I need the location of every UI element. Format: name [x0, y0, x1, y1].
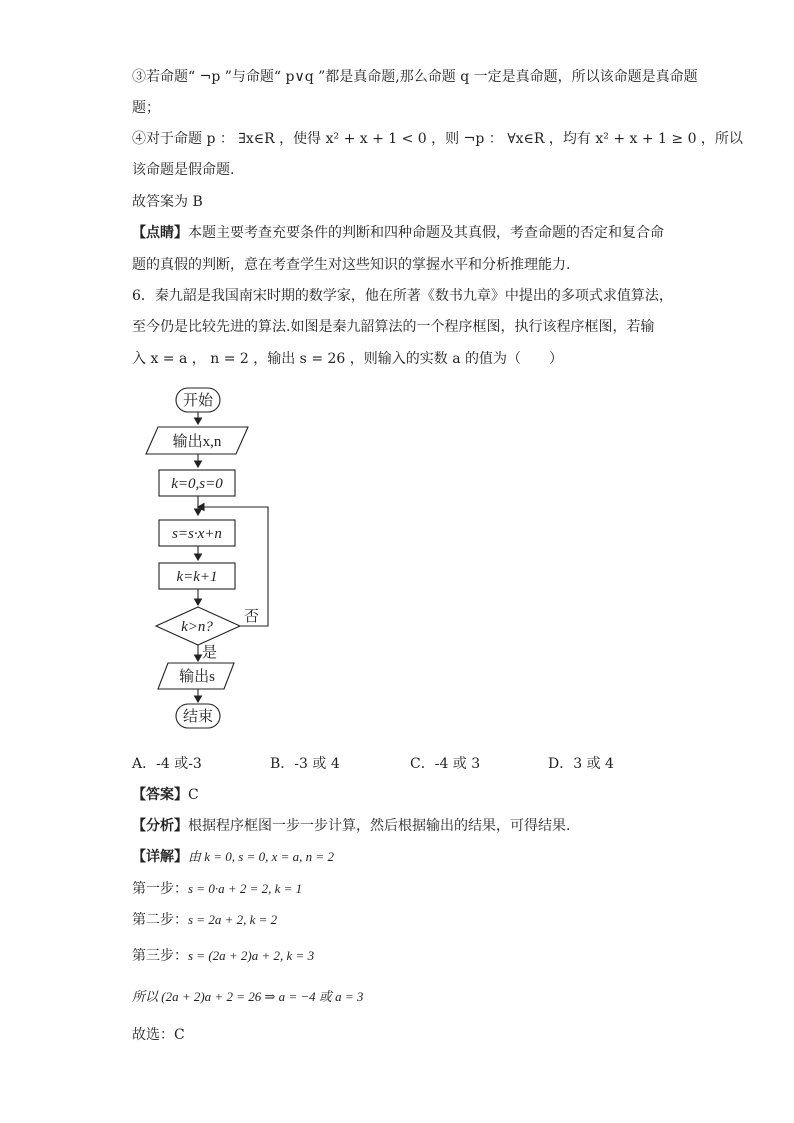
item4-line2: 该命题是假命题. [132, 162, 235, 178]
flow-output-label: 输出s [179, 669, 215, 685]
flow-condition-label: k>n? [181, 619, 213, 635]
flow-yes-label: 是 [202, 645, 218, 661]
step1-label: 第一步： [132, 881, 188, 897]
detail-tag: 【详解】 [132, 849, 188, 865]
analysis-line [132, 817, 570, 835]
comment-text-1: 本题主要考查充要条件的判断和四种命题及其真假，考查命题的否定和复合命 [188, 225, 664, 241]
previous-answer: 故答案为 B [132, 194, 203, 210]
answer-tag: 【答案】 [132, 787, 188, 803]
flow-input-label: 输出x,n [172, 434, 222, 450]
detail-given: 由 k = 0, s = 0, x = a, n = 2 [188, 849, 334, 864]
item3-line2: 题； [132, 100, 160, 116]
comment-line1 [132, 224, 664, 242]
detail-given-line [132, 848, 334, 866]
analysis-text: 根据程序框图一步一步计算，然后根据输出的结果，可得结果. [188, 818, 571, 834]
option-d: D．3 或 4 [548, 756, 614, 772]
comment-tag: 【点睛】 [132, 225, 188, 241]
flow-update-k-label: k=k+1 [176, 569, 218, 585]
item3-line1: ③若命题“ ¬p ”与命题“ p∨q ”都是真命题,那么命题 q 一定是真命题，所以该命题是真命题 [132, 69, 698, 85]
answer-line [132, 786, 199, 804]
option-c: C．-4 或 3 [410, 756, 481, 772]
detail-step3-line [132, 947, 314, 965]
detail-step1-line [132, 880, 302, 898]
flow-end-label: 结束 [182, 709, 214, 725]
option-a: A．-4 或-3 [132, 756, 202, 772]
detail-final: 故选：C [132, 1027, 185, 1043]
step3-formula: s = (2a + 2)a + 2, k = 3 [188, 948, 315, 963]
detail-step2-line [132, 911, 277, 929]
flow-start-label: 开始 [182, 393, 214, 409]
question6-line3: 入 x = a ， n = 2 ，输出 s = 26 ，则输入的实数 a 的值为（ ） [132, 351, 564, 367]
flow-update-s-label: s=s·x+n [172, 526, 222, 542]
flowchart [140, 380, 300, 740]
step1-formula: s = 0·a + 2 = 2, k = 1 [188, 881, 303, 896]
step2-label: 第二步： [132, 912, 188, 928]
question6-line2: 至今仍是比较先进的算法.如图是秦九韶算法的一个程序框图，执行该程序框图，若输 [132, 319, 655, 335]
flow-no-label: 否 [244, 609, 260, 625]
answer-value: C [188, 787, 199, 803]
comment-line2: 题的真假的判断，意在考查学生对这些知识的掌握水平和分析推理能力. [132, 257, 571, 273]
step2-formula: s = 2a + 2, k = 2 [188, 912, 278, 927]
detail-conclusion [132, 988, 363, 1006]
item4-line1: ④对于命题 p ： ∃x∈R ，使得 x² + x + 1 < 0 ，则 ¬p ： ∀x∈R ，均有 x² + x + 1 ≥ 0 ，所以 [132, 131, 743, 147]
option-b: B．-3 或 4 [270, 756, 340, 772]
conclusion-formula: 所以 (2a + 2)a + 2 = 26 ⇒ a = −4 或 a = 3 [132, 989, 364, 1004]
analysis-tag: 【分析】 [132, 818, 188, 834]
flow-init-label: k=0,s=0 [171, 476, 223, 492]
step3-label: 第三步： [132, 948, 188, 964]
question6-line1: 6．秦九韶是我国南宋时期的数学家，他在所著《数书九章》中提出的多项式求值算法， [132, 288, 673, 304]
